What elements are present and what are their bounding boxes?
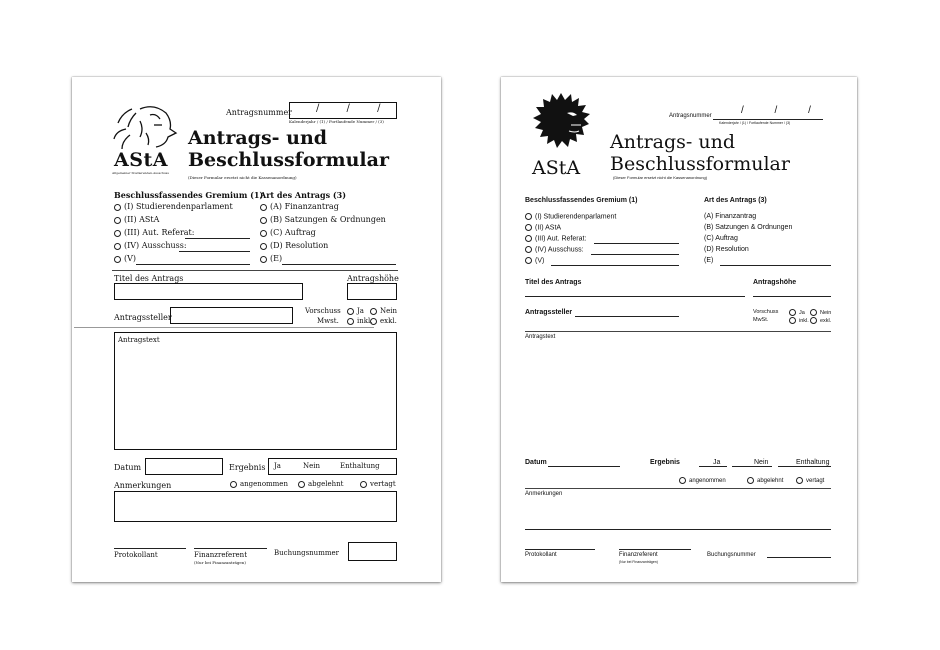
art-e-line[interactable] bbox=[720, 265, 831, 266]
gremium-heading: Beschlussfassendes Gremium (1) bbox=[525, 197, 638, 204]
art-option: (B) Satzungen & Ordnungen bbox=[704, 224, 793, 231]
gremium-option[interactable]: (I) Studierendenparlament bbox=[525, 213, 616, 224]
art-option[interactable]: (B) Satzungen & Ordnungen bbox=[260, 215, 386, 228]
form-subtitle: (Dieser Formular ersetzt nicht die Kassenanordnung) bbox=[188, 175, 297, 180]
art-heading: Art des Antrags (3) bbox=[704, 197, 767, 204]
scan-artifact-line bbox=[74, 327, 374, 328]
buchungsnummer-label: Buchungsnummer bbox=[707, 552, 756, 558]
antragstext-label: Antragstext bbox=[118, 336, 160, 344]
titel-label: Titel des Antrags bbox=[114, 274, 184, 283]
art-option[interactable]: (E) bbox=[260, 254, 386, 267]
form-title-line1: Antrags- und bbox=[610, 131, 736, 153]
radio-icon[interactable] bbox=[347, 318, 354, 325]
radio-icon[interactable] bbox=[230, 481, 237, 488]
mwst-exkl[interactable]: exkl. bbox=[370, 317, 397, 325]
result-angenommen[interactable]: angenommen bbox=[230, 480, 288, 488]
form-title-line2: Beschlussformular bbox=[188, 149, 389, 171]
antragsteller-line[interactable] bbox=[575, 316, 679, 317]
result-abgelehnt[interactable]: abgelehnt bbox=[747, 477, 783, 484]
protokollant-line[interactable] bbox=[525, 549, 595, 550]
gremium-heading: Beschlussfassendes Gremium (1) bbox=[114, 190, 264, 200]
antragsnummer-slashes: / / / bbox=[741, 105, 825, 116]
aut-referat-line[interactable] bbox=[594, 243, 679, 244]
ausschuss-line[interactable] bbox=[591, 254, 679, 255]
antragsteller-label: Antragssteller bbox=[525, 309, 573, 316]
mwst-label: Mwst. bbox=[317, 317, 339, 325]
ergebnis-ja: Ja bbox=[274, 462, 281, 470]
result-angenommen[interactable]: angenommen bbox=[679, 477, 726, 484]
radio-icon[interactable] bbox=[525, 235, 532, 242]
gremium-option[interactable]: (IV) Ausschuss: bbox=[114, 241, 233, 254]
radio-icon[interactable] bbox=[347, 308, 354, 315]
protokollant-line[interactable] bbox=[114, 548, 186, 549]
logo-text: AStA bbox=[532, 157, 581, 179]
anmerkungen-field[interactable] bbox=[114, 491, 397, 522]
buchungsnummer-field[interactable] bbox=[348, 542, 397, 561]
antragsnummer-slashes: / / / bbox=[316, 103, 393, 114]
ergebnis-ja-line[interactable] bbox=[699, 466, 727, 467]
logo-text: AStA bbox=[114, 149, 168, 171]
ergebnis-nein: Nein bbox=[754, 459, 769, 466]
result-vertagt[interactable]: vertagt bbox=[360, 480, 396, 488]
form-title-line2: Beschlussformular bbox=[610, 153, 790, 175]
radio-icon[interactable] bbox=[370, 318, 377, 325]
vorschuss-ja[interactable]: Ja bbox=[789, 309, 805, 316]
radio-icon[interactable] bbox=[114, 217, 121, 224]
art-option: (D) Resolution bbox=[704, 246, 749, 253]
radio-icon[interactable] bbox=[789, 309, 796, 316]
art-list bbox=[704, 213, 792, 268]
ergebnis-label: Ergebnis bbox=[650, 459, 680, 466]
art-option[interactable]: (D) Resolution bbox=[260, 241, 386, 254]
anmerkungen-label: Anmerkungen bbox=[114, 481, 172, 490]
gremium-option[interactable]: (IV) Ausschuss: bbox=[525, 246, 616, 257]
vorschuss-nein[interactable]: Nein bbox=[370, 307, 397, 315]
ergebnis-ja: Ja bbox=[713, 459, 721, 466]
mwst-label: MwSt. bbox=[753, 317, 769, 323]
mwst-exkl[interactable]: exkl. bbox=[810, 317, 831, 324]
radio-icon[interactable] bbox=[679, 477, 686, 484]
finanzreferent-label: Finanzreferent bbox=[619, 552, 658, 558]
art-option: (C) Auftrag bbox=[704, 235, 738, 242]
finanzreferent-line[interactable] bbox=[619, 549, 691, 550]
finanz-hint: (Nur bei Finanzanträgen) bbox=[619, 560, 658, 564]
ergebnis-enthaltung: Enthaltung bbox=[796, 459, 830, 466]
art-option[interactable]: (A) Finanzantrag bbox=[260, 202, 386, 215]
datum-label: Datum bbox=[114, 463, 142, 472]
radio-icon[interactable] bbox=[114, 230, 121, 237]
art-option: (E) bbox=[704, 257, 714, 264]
vorschuss-ja[interactable]: Ja bbox=[347, 307, 364, 315]
mwst-inkl[interactable]: inkl. bbox=[789, 317, 809, 324]
antragshoehe-label: Antragshöhe bbox=[347, 274, 399, 283]
finanzreferent-line[interactable] bbox=[194, 548, 267, 549]
antragstext-label: Antragstext bbox=[525, 334, 556, 340]
radio-icon[interactable] bbox=[810, 309, 817, 316]
radio-icon[interactable] bbox=[789, 317, 796, 324]
ergebnis-nein: Nein bbox=[303, 462, 321, 470]
radio-icon[interactable] bbox=[114, 204, 121, 211]
antragshoehe-line[interactable] bbox=[753, 296, 831, 297]
ergebnis-nein-line[interactable] bbox=[732, 466, 772, 467]
gremium-v-line[interactable] bbox=[551, 265, 679, 266]
radio-icon[interactable] bbox=[260, 256, 267, 263]
digital-form-page bbox=[501, 77, 857, 582]
vorschuss-label: Vorschuss bbox=[753, 309, 779, 315]
result-vertagt[interactable]: vertagt bbox=[796, 477, 824, 484]
vorschuss-nein[interactable]: Nein bbox=[810, 309, 831, 316]
radio-icon[interactable] bbox=[525, 246, 532, 253]
antragsnummer-label: Antragsnummer bbox=[226, 108, 292, 117]
logo-subtext: Allgemeiner Studierenden-Ausschuss bbox=[112, 171, 169, 175]
art-list bbox=[260, 202, 386, 267]
finanzreferent-label: Finanzreferent bbox=[194, 551, 248, 559]
gremium-v-line[interactable] bbox=[136, 264, 250, 265]
titel-label: Titel des Antrags bbox=[525, 279, 582, 286]
titel-line[interactable] bbox=[525, 296, 745, 297]
mwst-inkl[interactable]: inkl. bbox=[347, 317, 372, 325]
art-heading: Art des Antrags (3) bbox=[260, 190, 347, 200]
anmerkungen-label: Anmerkungen bbox=[525, 491, 563, 497]
ergebnis-label: Ergebnis bbox=[229, 463, 266, 472]
datum-label: Datum bbox=[525, 459, 547, 466]
gremium-option[interactable]: (V) bbox=[525, 257, 616, 268]
radio-icon[interactable] bbox=[370, 308, 377, 315]
anmerkungen-line[interactable] bbox=[525, 529, 831, 530]
buchungsnummer-line[interactable] bbox=[767, 557, 831, 558]
antragsteller-field[interactable] bbox=[170, 307, 293, 324]
radio-icon[interactable] bbox=[260, 204, 267, 211]
radio-icon[interactable] bbox=[525, 257, 532, 264]
antragstext-area[interactable] bbox=[525, 342, 831, 452]
radio-icon[interactable] bbox=[260, 217, 267, 224]
lion-logo-icon bbox=[527, 91, 591, 153]
radio-icon[interactable] bbox=[114, 256, 121, 263]
finanz-hint: (Nur bei Finanzanträgen) bbox=[194, 560, 246, 565]
gremium-list bbox=[114, 202, 233, 267]
gremium-option[interactable]: (I) Studierendenparlament bbox=[114, 202, 233, 215]
aut-referat-line[interactable] bbox=[185, 238, 250, 239]
radio-icon[interactable] bbox=[525, 213, 532, 220]
ergebnis-enthaltung-line[interactable] bbox=[778, 466, 831, 467]
scanned-form-page bbox=[72, 77, 441, 582]
kalender-hint: Kalenderjahr / (1) / Fortlaufende Nummer / (3) bbox=[289, 119, 384, 124]
result-abgelehnt[interactable]: abgelehnt bbox=[298, 480, 344, 488]
radio-icon[interactable] bbox=[747, 477, 754, 484]
antragstext-field[interactable] bbox=[114, 332, 397, 450]
gremium-option[interactable]: (II) AStA bbox=[525, 224, 616, 235]
buchungsnummer-label: Buchungsnummer bbox=[274, 549, 339, 557]
anmerkungen-divider bbox=[525, 488, 831, 489]
gremium-option[interactable]: (III) Aut. Referat: bbox=[525, 235, 616, 246]
divider bbox=[112, 270, 398, 271]
gremium-option[interactable]: (III) Aut. Referat: bbox=[114, 228, 233, 241]
antragshoehe-label: Antragshöhe bbox=[753, 279, 797, 286]
antragsnummer-line[interactable] bbox=[713, 119, 823, 120]
radio-icon[interactable] bbox=[796, 477, 803, 484]
radio-icon[interactable] bbox=[810, 317, 817, 324]
protokollant-label: Protokollant bbox=[525, 552, 557, 558]
radio-icon[interactable] bbox=[260, 230, 267, 237]
antragstext-divider bbox=[525, 331, 831, 332]
ergebnis-enthaltung: Enthaltung bbox=[340, 462, 380, 470]
radio-icon[interactable] bbox=[114, 243, 121, 250]
art-option[interactable]: (C) Auftrag bbox=[260, 228, 386, 241]
antragshoehe-field[interactable] bbox=[347, 283, 397, 300]
datum-line[interactable] bbox=[548, 466, 620, 467]
titel-field[interactable] bbox=[114, 283, 303, 300]
kalender-hint: Kalenderjahr / (1) / Fortlaufende Nummer / (3) bbox=[719, 121, 791, 125]
ausschuss-line[interactable] bbox=[179, 251, 250, 252]
gremium-list bbox=[525, 213, 616, 268]
radio-icon[interactable] bbox=[525, 224, 532, 231]
gremium-option[interactable]: (V) bbox=[114, 254, 233, 267]
antragsteller-label: Antragssteller bbox=[114, 313, 172, 322]
form-subtitle: (Dieser Formular ersetzt nicht die Kassenanordnung) bbox=[613, 175, 708, 180]
radio-icon[interactable] bbox=[360, 481, 367, 488]
radio-icon[interactable] bbox=[298, 481, 305, 488]
form-title-line1: Antrags- und bbox=[188, 127, 328, 149]
protokollant-label: Protokollant bbox=[114, 551, 158, 559]
art-option: (A) Finanzantrag bbox=[704, 213, 757, 220]
art-e-line[interactable] bbox=[282, 264, 396, 265]
radio-icon[interactable] bbox=[260, 243, 267, 250]
vorschuss-label: Vorschuss bbox=[305, 307, 341, 315]
datum-field[interactable] bbox=[145, 458, 223, 475]
antragsnummer-label: Antragsnummer bbox=[669, 113, 712, 119]
gremium-option[interactable]: (II) AStA bbox=[114, 215, 233, 228]
